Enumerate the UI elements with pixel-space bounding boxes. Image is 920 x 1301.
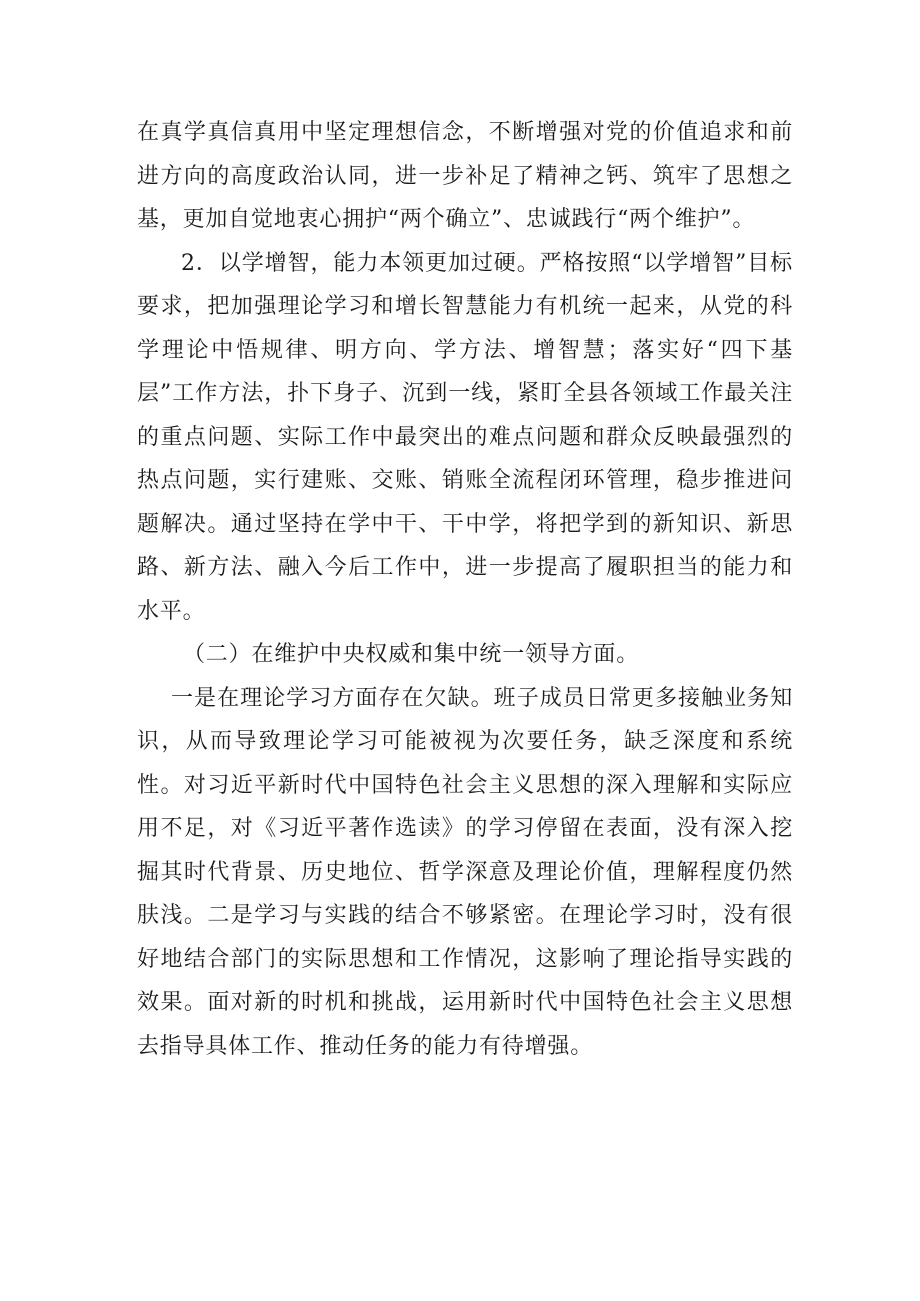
section-heading: （二）在维护中央权威和集中统一领导方面。 [183,642,640,667]
paragraph-problems: 一是在理论学习方面存在欠缺。班子成员日常更多接触业务知识，从而导致理论学习可能被视为次要任务，缺乏深度和系统性。对习近平新时代中国特色社会主义思想的深入理解和实际应用不足，对《习近平著作选读》的学习停留在表面，没有深入挖掘其时代背景、历史地位、哲学深意及理论价值，理解程度仍然肤浅。二是学习与实践的结合不够紧密。在理论学习时，没有很好地结合部门的实际思想和工作情况，这影响了理论指导实践的效果。面对新的时机和挑战，运用新时代中国特色社会主义思想去指导具体工作、推动任务的能力有待增强。 [137,685,793,1059]
paragraph-item-2: 2．以学增智，能力本领更加过硬。严格按照“以学增智”目标要求，把加强理论学习和增长智慧能力有机统一起来，从党的科学理论中悟规律、明方向、学方法、增智慧；落实好“四下基层”工作方法，扑下身子、沉到一线，紧盯全县各领域工作最关注的重点问题、实际工作中最突出的难点问题和群众反映最强烈的热点问题，实行建账、交账、销账全流程闭环管理，稳步推进问题解决。通过坚持在学中干、干中学，将把学到的新知识、新思路、新方法、融入今后工作中，进一步提高了履职担当的能力和水平。 [137,250,793,624]
paragraph-continuation: 在真学真信真用中坚定理想信念，不断增强对党的价值追求和前进方向的高度政治认同，进一步补足了精神之钙、筑牢了思想之基，更加自觉地衷心拥护“两个确立”、忠诚践行“两个维护”。 [137,120,793,232]
document-page [137,111,793,1068]
